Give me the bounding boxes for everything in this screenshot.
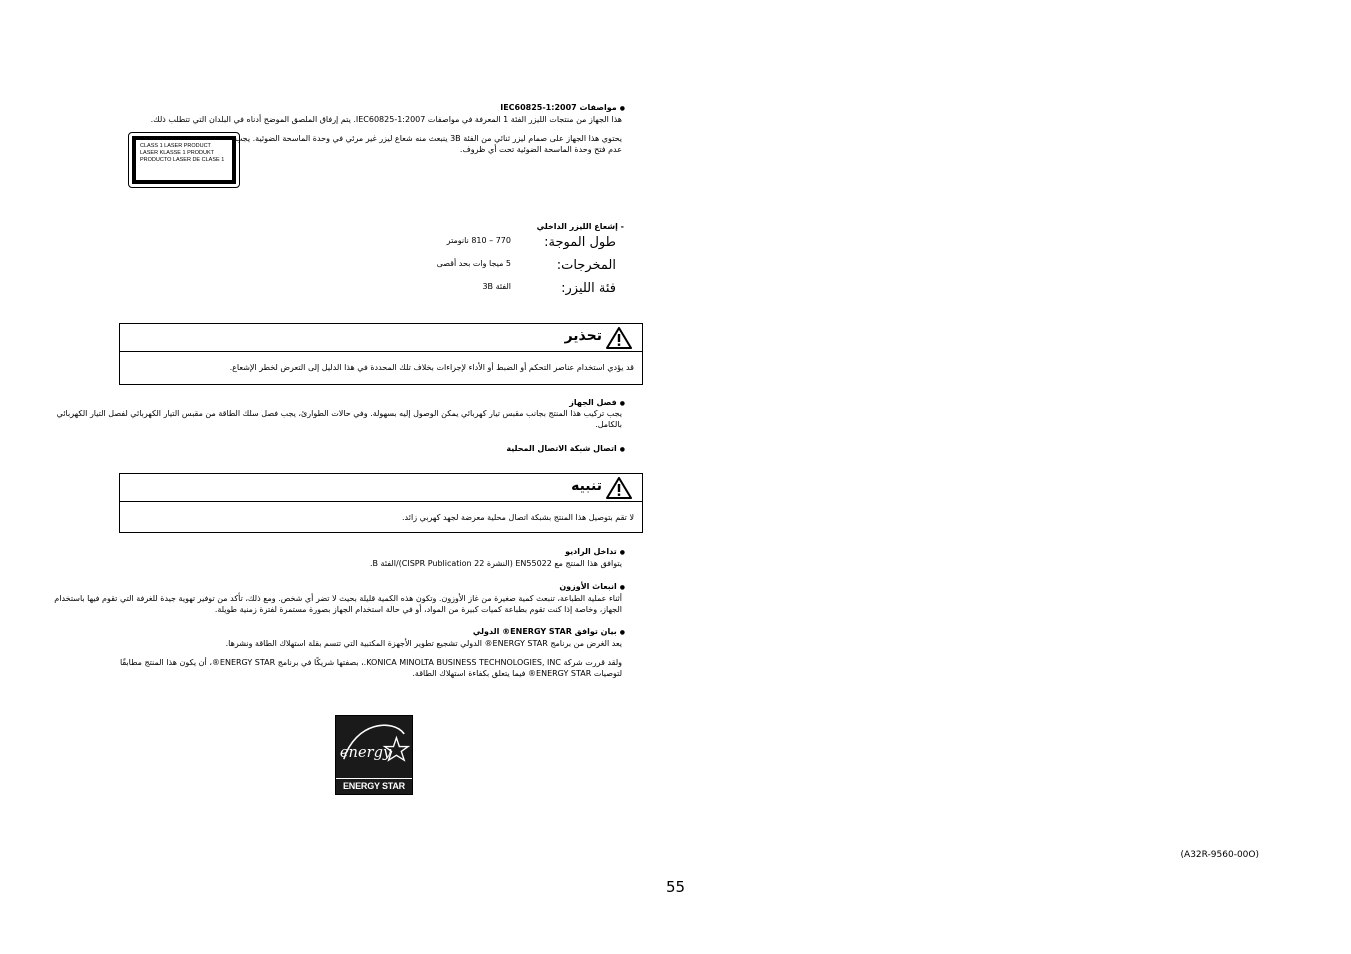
energy-star-script: energy xyxy=(339,744,392,762)
warning-box xyxy=(119,323,643,385)
warning-triangle-icon xyxy=(606,327,632,349)
spec-label-class: فئة الليزر: xyxy=(561,281,616,296)
radio-text: يتوافق هذا المنتج مع EN55022 (النشرة CISPR Publication 22)/الفئة B. xyxy=(369,559,622,568)
disconnect-heading: ● فصل الجهاز xyxy=(569,398,625,409)
spec-label-wavelength: طول الموجة: xyxy=(544,235,616,250)
energy-star-swoosh-icon xyxy=(336,716,412,779)
page-number: 55 xyxy=(665,878,686,896)
laser-spec-heading: ● مواصفات IEC60825-1:2007 xyxy=(500,103,625,114)
energy-star-line: لتوصيات ENERGY STAR® فيما يتعلق بكفاءة استهلاك الطاقة. xyxy=(412,669,622,678)
warning-title: تحذير xyxy=(564,328,602,344)
warning-text: قد يؤدي استخدام عناصر التحكم أو الضبط أو الأداء لإجراءات بخلاف تلك المحددة في هذا الدليل إلى التعرض لخطر الإشعاع. xyxy=(229,363,634,372)
disconnect-line: يجب تركيب هذا المنتج بجانب مقبس تيار كهربائي يمكن الوصول إليه بسهولة. وفي حالات الطوارئ، يجب فصل سلك الطاقة من مقبس التيار الكهربائي لفصل التيار الكهربائي xyxy=(56,409,622,418)
laser-spec-line: يحتوي هذا الجهاز على صمام ليزر ثنائي من الفئة 3B ينبعث منه شعاع ليزر غير مرئي في وحدة الماسحة الضوئية. يجب xyxy=(234,134,622,143)
laser-label-line: CLASS 1 LASER PRODUCT xyxy=(140,143,211,149)
caution-text: لا تقم بتوصيل هذا المنتج بشبكة اتصال محلية معرضة لجهد كهربي زائد. xyxy=(402,513,634,522)
laser-label-line: PRODUCTO LASER DE CLASE 1 xyxy=(140,157,225,163)
radio-heading: ● تداخل الراديو xyxy=(565,547,625,558)
disconnect-line: بالكامل. xyxy=(595,420,622,429)
energy-star-line: يعد الغرض من برنامج ENERGY STAR® الدولي تشجيع تطوير الأجهزة المكتبية التي تتسم بقلة استهلاك الطاقة ونشرها. xyxy=(225,639,622,648)
laser-spec-line: هذا الجهاز من منتجات الليزر الفئة 1 المعرفة في مواصفات IEC60825-1:2007. يتم إرفاق الملصق الموضح أدناه في البلدان التي تتطلب ذلك. xyxy=(150,115,622,124)
energy-star-heading: ● بيان توافق ENERGY STAR® الدولي xyxy=(473,627,625,638)
spec-value-output: 5 ميجا وات بحد أقصى xyxy=(436,259,511,268)
ozone-line: الجهاز، وخاصة إذا كنت تقوم بطباعة كميات كبيرة من المواد، أو في حالة استخدام الجهاز بصورة مستمرة لفترة زمنية طويلة. xyxy=(214,605,622,614)
internal-laser-heading: - إشعاع الليزر الداخلي xyxy=(536,222,624,231)
ozone-heading: ● انبعاث الأوزون xyxy=(559,582,625,593)
energy-star-line: ولقد قررت شركة KONICA MINOLTA BUSINESS TECHNOLOGIES, INC.، بصفتها شريكًا في برنامج ENERGY STAR®، أن يكون هذا المنتج مطابقًا xyxy=(119,658,622,667)
warning-triangle-icon xyxy=(606,477,632,499)
document-code: (A32R-9560-00O) xyxy=(1180,850,1259,860)
ozone-line: أثناء عملية الطباعة، تنبعث كمية صغيرة من غاز الأوزون. وتكون هذه الكمية قليلة بحيث لا تضر أي شخص. ومع ذلك، تأكد من توفير تهوية جيدة للغرفة التي تقوم فيها باستخدام xyxy=(54,594,622,603)
laser-label-line: LASER KLASSE 1 PRODUKT xyxy=(140,150,214,156)
laser-class-label xyxy=(128,132,240,188)
spec-label-output: المخرجات: xyxy=(556,258,616,273)
lan-heading: ● اتصال شبكة الاتصال المحلية xyxy=(506,444,625,455)
caution-box xyxy=(119,473,643,533)
energy-star-logo xyxy=(335,715,413,795)
caution-title: تنبيه xyxy=(571,478,602,494)
spec-value-wavelength: 770 – 810 نانومتر xyxy=(446,236,511,245)
energy-star-logo-label: ENERGY STAR xyxy=(336,778,412,794)
spec-value-class: الفئة 3B xyxy=(482,282,511,291)
laser-spec-line: عدم فتح وحدة الماسحة الضوئية تحت أي ظروف. xyxy=(459,145,622,154)
